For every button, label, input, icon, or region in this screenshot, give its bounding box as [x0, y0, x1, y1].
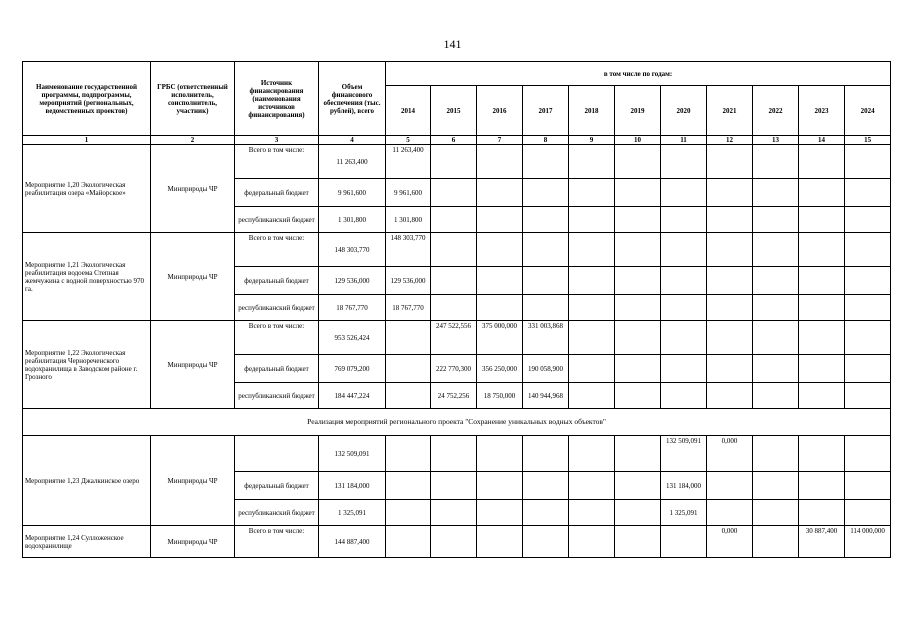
column-number: 10 — [615, 136, 661, 145]
year-value-cell — [431, 233, 477, 267]
header-year: 2017 — [523, 86, 569, 136]
year-value-cell — [523, 267, 569, 295]
total-cell: 769 079,200 — [319, 355, 386, 383]
year-value-cell — [569, 321, 615, 355]
year-value-cell — [569, 295, 615, 321]
year-value-cell: 30 887,400 — [799, 526, 845, 558]
column-number: 11 — [661, 136, 707, 145]
source-cell: федеральный бюджет — [235, 179, 319, 207]
total-cell: 132 509,091 — [319, 436, 386, 472]
header-years-group: в том числе по годам: — [386, 62, 891, 86]
year-value-cell: 375 000,000 — [477, 321, 523, 355]
year-value-cell — [615, 500, 661, 526]
year-value-cell — [615, 472, 661, 500]
year-value-cell — [753, 526, 799, 558]
year-value-cell — [386, 383, 431, 409]
year-value-cell — [845, 355, 891, 383]
total-cell: 1 301,800 — [319, 207, 386, 233]
year-value-cell — [477, 526, 523, 558]
source-cell: федеральный бюджет — [235, 355, 319, 383]
year-value-cell — [477, 267, 523, 295]
year-value-cell: 1 325,091 — [661, 500, 707, 526]
year-value-cell — [661, 355, 707, 383]
grbs-cell: Минприроды ЧР — [151, 436, 235, 526]
year-value-cell — [523, 207, 569, 233]
year-value-cell: 129 536,000 — [386, 267, 431, 295]
year-value-cell — [799, 436, 845, 472]
column-number: 4 — [319, 136, 386, 145]
year-value-cell — [799, 145, 845, 179]
total-cell: 953 526,424 — [319, 321, 386, 355]
year-value-cell — [477, 145, 523, 179]
year-value-cell — [477, 436, 523, 472]
year-value-cell: 222 770,300 — [431, 355, 477, 383]
source-cell — [235, 436, 319, 472]
year-value-cell — [615, 295, 661, 321]
year-value-cell — [845, 321, 891, 355]
year-value-cell — [707, 500, 753, 526]
year-value-cell — [845, 179, 891, 207]
year-value-cell — [615, 526, 661, 558]
table-row — [23, 526, 891, 558]
header-year: 2024 — [845, 86, 891, 136]
year-value-cell — [753, 233, 799, 267]
year-value-cell — [615, 145, 661, 179]
column-number: 15 — [845, 136, 891, 145]
year-value-cell — [799, 233, 845, 267]
total-cell: 11 263,400 — [319, 145, 386, 179]
year-value-cell — [431, 295, 477, 321]
year-value-cell: 11 263,400 — [386, 145, 431, 179]
column-number: 2 — [151, 136, 235, 145]
source-cell: федеральный бюджет — [235, 472, 319, 500]
year-value-cell — [523, 179, 569, 207]
year-value-cell — [523, 472, 569, 500]
total-cell: 184 447,224 — [319, 383, 386, 409]
total-cell: 1 325,091 — [319, 500, 386, 526]
source-cell: Всего в том числе: — [235, 526, 319, 558]
year-value-cell — [707, 383, 753, 409]
year-value-cell — [569, 233, 615, 267]
financing-table — [22, 61, 891, 558]
year-value-cell — [753, 207, 799, 233]
year-value-cell — [569, 500, 615, 526]
year-value-cell — [707, 321, 753, 355]
section-row — [23, 409, 891, 436]
year-value-cell — [661, 233, 707, 267]
header-year: 2019 — [615, 86, 661, 136]
source-cell: федеральный бюджет — [235, 267, 319, 295]
header-name: Наименование государственной программы, подпрограммы, мероприятий (региональных, ведомственных проектов) — [23, 62, 151, 136]
year-value-cell — [523, 295, 569, 321]
header-source: Источник финансирования (наименования источников финансирования) — [235, 62, 319, 136]
header-year: 2022 — [753, 86, 799, 136]
year-value-cell — [845, 233, 891, 267]
year-value-cell — [615, 233, 661, 267]
year-value-cell: 0,000 — [707, 526, 753, 558]
year-value-cell — [753, 383, 799, 409]
year-value-cell — [753, 145, 799, 179]
column-number: 3 — [235, 136, 319, 145]
year-value-cell — [477, 233, 523, 267]
year-value-cell — [569, 179, 615, 207]
year-value-cell: 190 058,900 — [523, 355, 569, 383]
header-year: 2016 — [477, 86, 523, 136]
year-value-cell — [431, 179, 477, 207]
year-value-cell — [477, 179, 523, 207]
year-value-cell — [569, 207, 615, 233]
year-value-cell — [753, 179, 799, 207]
year-value-cell — [707, 233, 753, 267]
year-value-cell — [386, 472, 431, 500]
year-value-cell — [569, 145, 615, 179]
year-value-cell — [799, 179, 845, 207]
year-value-cell — [707, 295, 753, 321]
year-value-cell — [615, 267, 661, 295]
measure-name: Мероприятие 1,24 Сулложенское водохранилище — [23, 526, 151, 558]
year-value-cell — [661, 179, 707, 207]
year-value-cell — [799, 267, 845, 295]
year-value-cell — [615, 436, 661, 472]
year-value-cell — [845, 500, 891, 526]
header-year: 2023 — [799, 86, 845, 136]
year-value-cell — [477, 472, 523, 500]
year-value-cell — [799, 295, 845, 321]
year-value-cell — [753, 500, 799, 526]
year-value-cell — [569, 436, 615, 472]
total-cell: 18 767,770 — [319, 295, 386, 321]
source-cell: республиканский бюджет — [235, 500, 319, 526]
year-value-cell — [386, 526, 431, 558]
year-value-cell: 140 944,968 — [523, 383, 569, 409]
year-value-cell — [615, 355, 661, 383]
year-value-cell — [523, 436, 569, 472]
header-grbs: ГРБС (ответственный исполнитель, соисполнитель, участник) — [151, 62, 235, 136]
header-year: 2015 — [431, 86, 477, 136]
year-value-cell — [707, 145, 753, 179]
column-number: 8 — [523, 136, 569, 145]
year-value-cell — [661, 267, 707, 295]
year-value-cell — [799, 472, 845, 500]
year-value-cell: 24 752,256 — [431, 383, 477, 409]
column-number: 12 — [707, 136, 753, 145]
measure-name: Мероприятие 1,23 Джалкинское озеро — [23, 436, 151, 526]
year-value-cell — [386, 321, 431, 355]
year-value-cell — [523, 500, 569, 526]
year-value-cell — [799, 383, 845, 409]
year-value-cell — [569, 472, 615, 500]
year-value-cell — [569, 267, 615, 295]
column-number: 1 — [23, 136, 151, 145]
measure-name: Мероприятие 1,20 Экологическая реабилитация озера «Майорское» — [23, 145, 151, 233]
year-value-cell — [753, 472, 799, 500]
source-cell: Всего в том числе: — [235, 145, 319, 179]
year-value-cell — [477, 500, 523, 526]
table-row — [23, 233, 891, 267]
column-number: 7 — [477, 136, 523, 145]
year-value-cell — [569, 526, 615, 558]
total-cell: 9 961,600 — [319, 179, 386, 207]
year-value-cell — [799, 500, 845, 526]
year-value-cell — [615, 383, 661, 409]
year-value-cell — [707, 207, 753, 233]
year-value-cell: 148 303,770 — [386, 233, 431, 267]
year-value-cell — [477, 295, 523, 321]
year-value-cell: 0,000 — [707, 436, 753, 472]
year-value-cell — [431, 526, 477, 558]
total-cell: 131 184,000 — [319, 472, 386, 500]
source-cell: Всего в том числе: — [235, 321, 319, 355]
year-value-cell — [707, 472, 753, 500]
year-value-cell: 9 961,600 — [386, 179, 431, 207]
year-value-cell — [386, 436, 431, 472]
year-value-cell — [845, 295, 891, 321]
year-value-cell — [431, 500, 477, 526]
year-value-cell — [845, 145, 891, 179]
year-value-cell — [569, 383, 615, 409]
year-value-cell — [477, 207, 523, 233]
year-value-cell — [615, 179, 661, 207]
header-year: 2014 — [386, 86, 431, 136]
column-number: 14 — [799, 136, 845, 145]
year-value-cell — [753, 295, 799, 321]
header-year: 2021 — [707, 86, 753, 136]
year-value-cell — [615, 207, 661, 233]
total-cell: 144 887,400 — [319, 526, 386, 558]
year-value-cell — [661, 295, 707, 321]
column-number: 6 — [431, 136, 477, 145]
year-value-cell — [523, 145, 569, 179]
year-value-cell: 356 250,000 — [477, 355, 523, 383]
grbs-cell: Минприроды ЧР — [151, 321, 235, 409]
grbs-cell: Минприроды ЧР — [151, 233, 235, 321]
year-value-cell — [386, 500, 431, 526]
page-number: 141 — [443, 37, 462, 51]
year-value-cell — [707, 355, 753, 383]
header-year: 2018 — [569, 86, 615, 136]
year-value-cell — [845, 267, 891, 295]
year-value-cell — [845, 436, 891, 472]
year-value-cell: 331 003,868 — [523, 321, 569, 355]
table-row — [23, 436, 891, 472]
year-value-cell: 247 522,556 — [431, 321, 477, 355]
column-number: 5 — [386, 136, 431, 145]
measure-name: Мероприятие 1,21 Экологическая реабилитация водоема Степная жемчужина с водной поверхностью 970 га. — [23, 233, 151, 321]
year-value-cell — [661, 321, 707, 355]
year-value-cell — [431, 436, 477, 472]
year-value-cell — [661, 526, 707, 558]
year-value-cell — [845, 207, 891, 233]
section-title: Реализация мероприятий регионального проекта "Сохранение уникальных водных объектов" — [23, 409, 891, 436]
year-value-cell — [753, 321, 799, 355]
year-value-cell — [753, 355, 799, 383]
source-cell: республиканский бюджет — [235, 383, 319, 409]
year-value-cell: 1 301,800 — [386, 207, 431, 233]
year-value-cell — [661, 145, 707, 179]
year-value-cell — [707, 267, 753, 295]
year-value-cell — [799, 321, 845, 355]
year-value-cell — [707, 179, 753, 207]
year-value-cell: 18 767,770 — [386, 295, 431, 321]
year-value-cell — [569, 355, 615, 383]
year-value-cell — [615, 321, 661, 355]
grbs-cell: Минприроды ЧР — [151, 145, 235, 233]
year-value-cell — [661, 383, 707, 409]
table-row — [23, 321, 891, 355]
year-value-cell — [386, 355, 431, 383]
table-row — [23, 145, 891, 179]
year-value-cell — [523, 526, 569, 558]
column-number: 13 — [753, 136, 799, 145]
source-cell: республиканский бюджет — [235, 207, 319, 233]
source-cell: Всего в том числе: — [235, 233, 319, 267]
measure-name: Мероприятие 1,22 Экологическая реабилитация Чернореченского водохранилища в Заводском районе г. Грозного — [23, 321, 151, 409]
source-cell: республиканский бюджет — [235, 295, 319, 321]
year-value-cell — [431, 267, 477, 295]
year-value-cell: 18 750,000 — [477, 383, 523, 409]
header-year: 2020 — [661, 86, 707, 136]
year-value-cell — [431, 207, 477, 233]
year-value-cell: 132 509,091 — [661, 436, 707, 472]
year-value-cell — [845, 472, 891, 500]
total-cell: 129 536,000 — [319, 267, 386, 295]
year-value-cell: 114 000,000 — [845, 526, 891, 558]
year-value-cell — [661, 207, 707, 233]
year-value-cell — [753, 436, 799, 472]
header-volume: Объем финансового обеспечения (тыс. рублей), всего — [319, 62, 386, 136]
year-value-cell — [799, 355, 845, 383]
year-value-cell: 131 184,000 — [661, 472, 707, 500]
year-value-cell — [431, 145, 477, 179]
year-value-cell — [799, 207, 845, 233]
year-value-cell — [845, 383, 891, 409]
year-value-cell — [431, 472, 477, 500]
year-value-cell — [753, 267, 799, 295]
year-value-cell — [523, 233, 569, 267]
total-cell: 148 303,770 — [319, 233, 386, 267]
grbs-cell: Минприроды ЧР — [151, 526, 235, 558]
column-number: 9 — [569, 136, 615, 145]
